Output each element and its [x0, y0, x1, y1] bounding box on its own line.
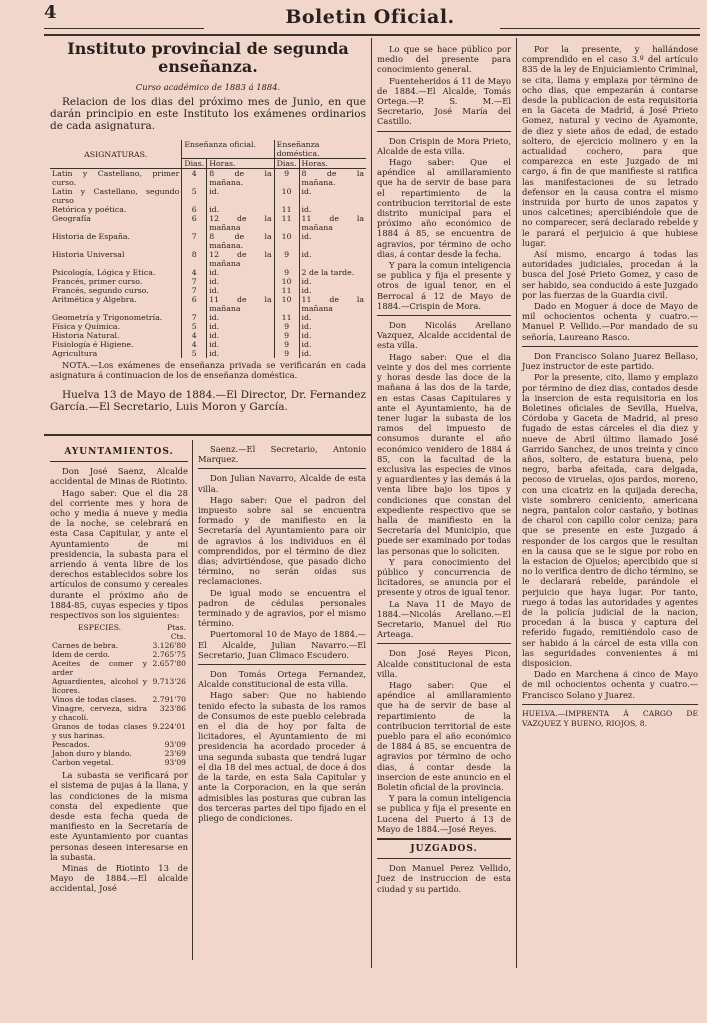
- institute-subheading: Curso académico de 1883 á 1884.: [135, 82, 281, 92]
- notice-title: Don Tomás Ortega Fernandez, Alcalde constitucional de esta villa.: [198, 669, 366, 690]
- table-cell: 10: [274, 187, 299, 205]
- table-cell: id.: [299, 313, 366, 322]
- notice-signature: Saenz.—El Secretario, Antonio Marquez.: [198, 444, 366, 465]
- table-subheader: Horas.: [299, 159, 366, 169]
- table-row: [50, 232, 366, 250]
- notice-title: Don José Reyes Picon, Alcalde constitucional de esta villa.: [377, 648, 511, 679]
- exam-note: NOTA.—Los exámenes de enseñanza privada se verificarán en cada asignatura á continuacion de los de enseñanza doméstica.: [50, 360, 366, 381]
- table-cell: 8 de la mañana.: [207, 169, 274, 188]
- table-cell: Aritmética y Algebra.: [52, 295, 137, 305]
- notice-signature: Dado en Moguer á doce de Mayo de mil ochocientos ochenta y cuatro.—Manuel P. Vellido.—Por mandado de su señoría, Laureano Rasco.: [522, 301, 698, 342]
- table-cell: id.: [299, 322, 366, 331]
- especie-name: Aguardientes, alcohol y licores.: [52, 677, 148, 696]
- table-cell: 11: [274, 313, 299, 322]
- table-cell: 7: [182, 232, 207, 250]
- table-row: [50, 322, 366, 331]
- especie-name: Pescados.: [52, 740, 90, 750]
- table-row: [50, 313, 366, 322]
- table-row: [50, 331, 366, 340]
- especie-row: [50, 740, 188, 749]
- table-row: [50, 349, 366, 358]
- table-cell: Retórica y poética.: [52, 205, 127, 215]
- table-cell: id.: [207, 349, 274, 358]
- table-cell: id.: [207, 205, 274, 214]
- table-cell: 7: [182, 286, 207, 295]
- especie-price: 2.765'75: [152, 650, 186, 660]
- table-row: [50, 187, 366, 205]
- table-cell: 5: [182, 349, 207, 358]
- especie-row: [50, 677, 188, 695]
- notice-title: Don Crispin de Mora Prieto, Alcalde de esta villa.: [377, 135, 511, 156]
- table-cell: 10: [274, 232, 299, 250]
- table-cell: 10: [274, 295, 299, 313]
- notice-paragraph: Y para la comun inteligencia se publica y fija el presente en Lucena del Puerto á 13 de Mayo de 1884.—José Reyes.: [377, 793, 511, 834]
- table-cell: id.: [299, 187, 366, 205]
- table-cell: id.: [299, 232, 366, 250]
- institute-intro: Relacion de los dias del próximo mes de Junio, en que darán principio en este Instituto los exámenes ordinarios de cada asignatura.: [50, 96, 366, 133]
- table-cell: 9: [274, 340, 299, 349]
- table-cell: Psicología, Lógica y Etica.: [52, 268, 156, 278]
- notice-title: Don Francisco Solano Juarez Bellaso, Juez instructor de este partido.: [522, 350, 698, 372]
- table-cell: id.: [299, 205, 366, 214]
- column-four: [522, 44, 698, 730]
- notice-paragraph: Hago saber: Que el apéndice al amillaramiento que ha de servir de base para el repartimiento de la contribucion territorial de este distrito municipal para el próximo año económico de 1884 á 85, se encuentra de agravios, por término de ocho dias, á contar desde la fecha.: [377, 157, 511, 259]
- especie-name: Granos de todas clases y sus harinas.: [52, 722, 148, 741]
- table-cell: id.: [207, 268, 274, 277]
- table-subheader: Dias.: [182, 159, 207, 169]
- especie-price: 9.713'26: [152, 677, 186, 687]
- table-row: [50, 169, 366, 188]
- table-cell: id.: [207, 331, 274, 340]
- table-cell: Historia Natural.: [52, 331, 120, 341]
- notice-signature: Dado en Marchena á cinco de Mayo de mil ochocientos ochenta y cuatro.—Francisco Solano y Juarez.: [522, 669, 698, 700]
- table-cell: 6: [182, 295, 207, 313]
- column-divider: [192, 440, 193, 960]
- table-cell: 11: [274, 286, 299, 295]
- notice-paragraph: Por la presente, y hallándose comprendido en el caso 3.º del artículo 835 de la ley de Enjuiciamiento Criminal, se cita, llama y emplaza por término de ocho dias, que empezarán á contarse desde la publicacion de esta requisitoria en la Gaceta de Madrid, á José Prieto Gomez, natural y vecino de Ayamonte, de diez y siete años de edad, de estado soltero, de ejercicio molinero y en la actualidad cochero, para que comparezca en este Juzgado de mi cargo, á fin de que manifieste si ratifica las manifestaciones de su letrado defensor en la causa contra el mismo instruida por hurto de unos zapatos y unos calcetines; apercibiéndole que de no comparecer, será declarado rebelde y le parará el perjuicio á que hubiese lugar.: [522, 44, 698, 248]
- especie-price: 9.224'01: [152, 722, 186, 732]
- especie-row: [50, 650, 188, 659]
- notice-paragraph: Y para la comun inteligencia se publica y fija el presente y otros de igual tenor, en el Berrocal á 12 de Mayo de 1884.—Crispin de Mora.: [377, 260, 511, 311]
- especie-name: Aceites de comer y arder: [52, 659, 148, 678]
- table-cell: 8 de la mañana.: [207, 232, 274, 250]
- institute-heading: Instituto provincial de segunda enseñanza.: [67, 39, 349, 76]
- table-cell: 5: [182, 322, 207, 331]
- especie-name: Vinos de todas clases.: [52, 695, 137, 705]
- especie-price: 93'09: [164, 758, 186, 768]
- table-cell: Latin y Castellano, primer curso.: [52, 169, 180, 188]
- table-cell: 9: [274, 322, 299, 331]
- especie-row: [50, 641, 188, 650]
- especie-name: Jabon duro y blando.: [52, 749, 132, 759]
- table-cell: 4: [182, 268, 207, 277]
- notice-paragraph: Hago saber: Que no habiendo tenido efecto la subasta de los ramos de Consumos de este pueblo celebrada en el dia de hoy por falta de licitadores, el Ayuntamiento de mi presidencia ha acordado proceder á una segunda subasta que tendrá lugar el dia 18 del mes actual, de doce á dos de la tarde, en esta Sala Capitular y ante la Corporacion, en la que serán admisibles las posturas que cubran las dos terceras partes del tipo fijado en el pliego de condiciones.: [198, 690, 366, 823]
- table-cell: id.: [207, 277, 274, 286]
- table-row: [50, 268, 366, 277]
- notice-title: Don Manuel Perez Vellido, Juez de instruccion de esta ciudad y su partido.: [377, 863, 511, 894]
- table-cell: Francés, segundo curso.: [52, 286, 149, 296]
- notice-paragraph: Y para conocimiento del público y concurrencia de licitadores, se anuncia por el presente y otros de igual tenor.: [377, 556, 511, 598]
- table-cell: 11 de la mañana: [299, 295, 366, 313]
- especie-price: 2.791'70: [152, 695, 186, 705]
- table-cell: id.: [299, 277, 366, 286]
- header-rule-right: [500, 28, 700, 29]
- table-cell: Geometría y Trigonometría.: [52, 313, 163, 323]
- table-cell: 7: [182, 277, 207, 286]
- especies-table: [50, 623, 188, 767]
- table-header-domestic: Enseñanza doméstica.: [274, 140, 366, 159]
- especie-row: [50, 722, 188, 740]
- table-cell: 11 de la mañana: [299, 214, 366, 232]
- table-cell: id.: [299, 340, 366, 349]
- table-cell: id.: [299, 286, 366, 295]
- institute-section: [50, 40, 366, 414]
- table-cell: id.: [299, 349, 366, 358]
- middle-column: [198, 444, 366, 824]
- table-cell: 8 de la mañana.: [299, 169, 366, 188]
- notice-paragraph: Así mismo, encargo á todas las autoridades judiciales, procedan á la busca del José Prieto Gomez, y caso de ser habido, sea conducido á este Juzgado por las fuerzas de la Guardia civil.: [522, 249, 698, 300]
- notice-signature: Minas de Riotinto 13 de Mayo de 1884.—El alcalde accidental, José: [50, 863, 188, 894]
- notice-signature: Fuenteheridos á 11 de Mayo de 1884.—El Alcalde, Tomás Ortega.—P. S. M.—El Secretario, José María del Castillo.: [377, 75, 511, 127]
- especie-name: Carbon vegetal.: [52, 758, 114, 768]
- table-cell: 4: [182, 169, 207, 188]
- table-cell: Francés, primer curso.: [52, 277, 143, 287]
- paper-title: Boletin Oficial.: [285, 6, 455, 28]
- table-cell: 5: [182, 187, 207, 205]
- table-cell: 10: [274, 277, 299, 286]
- table-cell: Geografía: [52, 214, 91, 224]
- section-rule: [44, 434, 371, 436]
- table-row: [50, 250, 366, 268]
- table-cell: 7: [182, 313, 207, 322]
- table-row: [50, 295, 366, 313]
- especie-name: Vinagre, cerveza, sidra y chacolí.: [52, 704, 148, 723]
- especie-row: [50, 659, 188, 677]
- table-cell: id.: [207, 322, 274, 331]
- table-cell: Fisiología é Higiene.: [52, 340, 134, 350]
- table-cell: Historia Universal: [52, 250, 125, 260]
- notice-paragraph: La subasta se verificará por el sistema de pujas á la llana, y las condiciones de la misma consta del expediente que desde esta fecha queda de manifiesto en la Secretaría de este Ayuntamiento por cuantas personas deseen interesarse en la subasta.: [50, 770, 188, 862]
- notice-paragraph: Hago saber: Que el padron del impuesto sobre sal se encuentra formado y de manifiesto en la Secretaría del Ayuntamiento para oir de agravios á los individuos en él comprendidos, por el término de diez dias; advirtiéndose, que pasado dicho término, no serán oidas sus reclamaciones.: [198, 494, 366, 587]
- table-cell: id.: [207, 286, 274, 295]
- notice-title: Don Julian Navarro, Alcalde de esta villa.: [198, 473, 366, 494]
- especie-row: [50, 695, 188, 704]
- especie-row: [50, 749, 188, 758]
- especie-price: 93'09: [164, 740, 186, 750]
- table-row: [50, 214, 366, 232]
- table-cell: Historia de España.: [52, 232, 131, 242]
- notice-title: Don José Saenz, Alcalde accidental de Minas de Riotinto.: [50, 466, 188, 487]
- table-row: [50, 277, 366, 286]
- notice-paragraph: Lo que se hace público por medio del presente para conocimiento general.: [377, 44, 511, 75]
- table-cell: 9: [274, 349, 299, 358]
- especies-header: ESPECIES.: [77, 623, 122, 633]
- table-cell: 11 de la mañana: [207, 295, 274, 313]
- especie-price: 323'86: [159, 704, 186, 714]
- table-cell: 8: [182, 250, 207, 268]
- table-row: [50, 205, 366, 214]
- notice-paragraph: Por la presente, cito, llamo y emplazo por término de diez dias, contados desde la insercion de esta requisitoria en los Boletines oficiales de Sevilla, Huelva, Córdoba y Gaceta de Madrid, al preso fugado de estas cárceles el dia diez y nueve de Abril último llamado José Garrido Sanchez, de unos treinta y cinco años, soltero, de estatura buena, pelo negro, barba afeitada, cara delgada, pecoso de viruelas, ojos pardos, moreno, con una cicatriz en la quijada derecha, viste sombrero ceniciento, americana negra, pantalon color castaño, y botinas de charol con capillo color ceniza; para que se presente en este Juzgado á responder de los cargos que le resultan en la causa que se le sigue por robo en la estacion de Ojuelos; apercibido que si no lo verifica dentro de dicho término, se le declarará rebelde, parándole el perjuicio que haya lugar. Por tanto, ruego á todas las autoridades y agentes de la policía judicial de la nacion, procedan á la busca y captura del referido fugado, remitiéndolo caso de ser habido á la cárcel de esta villa con las seguridades convenientes á mi disposicion.: [522, 372, 698, 668]
- especie-name: Carnes de bebra.: [52, 641, 119, 651]
- notice-title: Don Nicolás Arellano Vazquez, Alcalde accidental de esta villa.: [377, 320, 511, 351]
- printer-imprint: HUELVA.—IMPRENTA Á CARGO DE VAZQUEZ Y BUENO, RIOJOS, 8.: [522, 708, 698, 728]
- especies-rows: [50, 641, 188, 767]
- table-header-official: Enseñanza oficial.: [182, 140, 274, 159]
- table-cell: 9: [274, 268, 299, 277]
- table-cell: 4: [182, 331, 207, 340]
- especies-header: Ptas. Cts.: [167, 623, 186, 642]
- table-cell: Latin y Castellano, segundo curso: [52, 187, 180, 206]
- especie-price: 3.126'80: [152, 641, 186, 651]
- table-cell: id.: [299, 250, 366, 268]
- especie-price: 2.657'80: [152, 659, 186, 669]
- notice-signature: La Nava 11 de Mayo de 1884.—Nicolás Arellano.—El Secretario, Manuel del Rio Arteaga.: [377, 598, 511, 640]
- column-divider: [516, 38, 517, 968]
- table-cell: 6: [182, 205, 207, 214]
- especie-name: Idem de cerdo.: [52, 650, 110, 660]
- table-cell: id.: [207, 187, 274, 205]
- header-rule: [44, 34, 700, 36]
- table-row: [50, 286, 366, 295]
- notice-signature: Puertomoral 10 de Mayo de 1884.—El Alcalde, Julian Navarro.—El Secretario, Juan Climaco Escudero.: [198, 629, 366, 660]
- table-cell: id.: [207, 340, 274, 349]
- table-cell: 2 de la tarde.: [299, 268, 366, 277]
- column-two: [377, 44, 511, 895]
- institute-signature: Huelva 13 de Mayo de 1884.—El Director, Dr. Fernandez García.—El Secretario, Luis Moron y García.: [50, 388, 366, 413]
- table-cell: 9: [274, 250, 299, 268]
- table-subheader: Dias.: [274, 159, 299, 169]
- table-cell: Agricultura: [52, 349, 98, 359]
- especie-row: [50, 704, 188, 722]
- table-header-subjects: ASIGNATURAS.: [50, 140, 182, 169]
- page-number: 4: [44, 2, 57, 23]
- exam-rows: [50, 169, 366, 359]
- notice-paragraph: Hago saber: Que el dia veinte y dos del mes corriente y horas desde las doce de la mañana á las dos de la tarde, en estas Casas Capitulares y ante el Ayuntamiento, ha de tener lugar la subasta de los ramos del impuesto de consumos durante el año económico venidero de 1884 á 85, con la facultad de la exclusiva las especies de vinos y aguardientes y las demás á la venta libre bajo los tipos y condiciones que constan del expediente respectivo que se halla de manifiesto en la Secretaría del Municipio, que puede ser examinado por todas las personas que lo soliciten.: [377, 351, 511, 556]
- table-cell: id.: [207, 313, 274, 322]
- notice-paragraph: De igual modo se encuentra el padron de cédulas personales terminado y de agravios, por el mismo término.: [198, 587, 366, 629]
- table-cell: 12 de la mañana: [207, 250, 274, 268]
- table-subheader: Horas.: [207, 159, 274, 169]
- juzgados-title: JUZGADOS.: [410, 844, 478, 855]
- ayuntamientos-title: AYUNTAMIENTOS.: [64, 447, 174, 457]
- ayuntamientos-section: [50, 444, 188, 895]
- table-cell: id.: [299, 331, 366, 340]
- notice-paragraph: Hago saber: Que el dia 28 del corriente mes y hora de ocho y media á nueve y media de la noche, se celebrará en esta Casa Capitular, y ante el Ayuntamiento de mi presidencia, la subasta para el arriendo á venta libre de los derechos establecidos sobre los artículos de consumo y cereales durante el próximo año de 1884-85, cuyas especies y tipos respectivos son los siguientes:: [50, 487, 188, 621]
- table-cell: Física y Química.: [52, 322, 121, 332]
- column-divider: [371, 38, 372, 968]
- exam-table: [50, 140, 366, 358]
- notice-paragraph: Hago saber: Que el apéndice al amillaramiento que ha de servir de base al repartimiento de la contribucion territorial de este pueblo para el año económico de 1884 á 85, se encuentra de agravios por término de ocho dias, á contar desde la insercion de este anuncio en el Boletin oficial de la provincia.: [377, 679, 511, 793]
- table-cell: 4: [182, 340, 207, 349]
- table-cell: 11: [274, 205, 299, 214]
- table-cell: 11: [274, 214, 299, 232]
- especie-price: 23'69: [164, 749, 186, 759]
- especie-row: [50, 758, 188, 767]
- header-rule-left: [44, 28, 204, 29]
- table-cell: 6: [182, 214, 207, 232]
- table-cell: 9: [274, 331, 299, 340]
- table-cell: 9: [274, 169, 299, 188]
- table-cell: 12 de la mañana: [207, 214, 274, 232]
- table-row: [50, 340, 366, 349]
